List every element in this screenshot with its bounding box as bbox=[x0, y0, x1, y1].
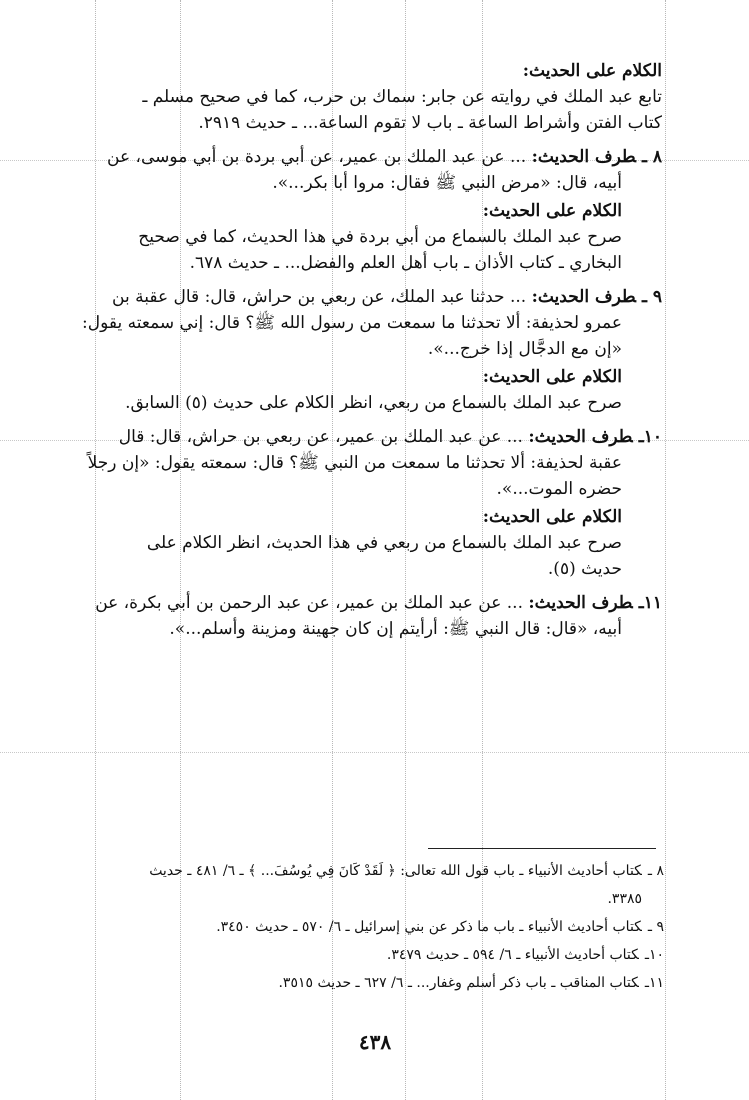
text-line: حضره الموت...». bbox=[496, 479, 622, 499]
footnote-number: ٨ ـ bbox=[647, 863, 664, 879]
text-line: حديث (٥). bbox=[547, 559, 622, 579]
footnote-divider bbox=[428, 848, 656, 849]
hadith-item-9 bbox=[30, 284, 662, 416]
text-line: تابع عبد الملك في روايته عن جابر: سماك بن حرب، كما في صحيح مسلم ـ bbox=[142, 87, 662, 107]
text-line: كتاب الفتن وأشراط الساعة ـ باب لا تقوم الساعة... ـ حديث ٢٩١٩. bbox=[198, 113, 662, 133]
text-line: ... حدثنا عبد الملك، عن ربعي بن حراش، قال: قال عقبة بن bbox=[112, 287, 527, 307]
hadith-label: طرف الحديث: bbox=[528, 593, 633, 613]
text-line: ... عن عبد الملك بن عمير، عن ربعي بن حراش، قال: قال bbox=[118, 427, 523, 447]
main-text bbox=[30, 56, 662, 642]
text-line: عمرو لحذيفة: ألا تحدثنا ما سمعت من رسول الله ﷺ؟ قال: إني سمعته يقول: bbox=[82, 313, 622, 333]
hadith-label: طرف الحديث: bbox=[531, 147, 636, 167]
section-heading: الكلام على الحديث: bbox=[482, 367, 622, 387]
text-line: عقبة لحذيفة: ألا تحدثنا ما سمعت من النبي ﷺ؟ قال: سمعته يقول: «إن رجلاً bbox=[87, 453, 622, 473]
hadith-item-11 bbox=[30, 590, 662, 642]
text-line: ... عن عبد الملك بن عمير، عن أبي بردة بن أبي موسى، عن bbox=[107, 147, 527, 167]
section-heading: الكلام على الحديث: bbox=[482, 507, 622, 527]
footnote-text: كتاب أحاديث الأنبياء ـ باب ما ذكر عن بني إسرائيل ـ ٦/ ٥٧٠ ـ حديث ٣٤٥٠. bbox=[216, 919, 642, 935]
hadith-label: طرف الحديث: bbox=[528, 427, 633, 447]
text-line: البخاري ـ كتاب الأذان ـ باب أهل العلم والفضل... ـ حديث ٦٧٨. bbox=[189, 253, 622, 273]
item-number: ٨ ـ bbox=[641, 147, 662, 167]
footnotes bbox=[30, 857, 664, 997]
item-number: ١٠ـ bbox=[638, 427, 662, 447]
hadith-label: طرف الحديث: bbox=[531, 287, 636, 307]
page-number: ٤٣٨ bbox=[358, 1030, 392, 1054]
text-line: «إن مع الدجَّال إذا خرج...». bbox=[427, 339, 622, 359]
section-heading: الكلام على الحديث: bbox=[522, 61, 662, 81]
text-line: صرح عبد الملك بالسماع من أبي بردة في هذا الحديث، كما في صحيح bbox=[138, 227, 622, 247]
text-line: ... عن عبد الملك بن عمير، عن عبد الرحمن بن أبي بكرة، عن bbox=[95, 593, 523, 613]
text-line: صرح عبد الملك بالسماع من ربعي في هذا الحديث، انظر الكلام على bbox=[146, 533, 622, 553]
item-number: ١١ـ bbox=[638, 593, 662, 613]
footnote-text: ٣٣٨٥. bbox=[607, 891, 642, 907]
footnote-number: ٩ ـ bbox=[647, 919, 664, 935]
footnote-text: كتاب المناقب ـ باب ذكر أسلم وغفار... ـ ٦/ ٦٢٧ ـ حديث ٣٥١٥. bbox=[278, 975, 639, 991]
hadith-item-8 bbox=[30, 144, 662, 276]
text-line: أبيه، «قال: قال النبي ﷺ: أرأيتم إن كان جهينة ومزينة وأسلم...». bbox=[169, 619, 622, 639]
footnote-text: كتاب أحاديث الأنبياء ـ ٦/ ٥٩٤ ـ حديث ٣٤٧٩. bbox=[386, 947, 639, 963]
footnote-number: ١١ـ bbox=[644, 975, 664, 991]
text-line: أبيه، قال: «مرض النبي ﷺ فقال: مروا أبا بكر...». bbox=[272, 173, 622, 193]
text-line: صرح عبد الملك بالسماع من ربعي، انظر الكلام على حديث (٥) السابق. bbox=[125, 393, 622, 413]
section-heading: الكلام على الحديث: bbox=[482, 201, 622, 221]
hadith-item-10 bbox=[30, 424, 662, 582]
footnote-text: كتاب أحاديث الأنبياء ـ باب قول الله تعالى: ﴿ لَقَدْ كَانَ فِي يُوسُفَ... ﴾ ـ ٦/ ٤٨١ ـ حديث bbox=[149, 863, 642, 879]
footnote-number: ١٠ـ bbox=[644, 947, 664, 963]
item-number: ٩ ـ bbox=[641, 287, 662, 307]
